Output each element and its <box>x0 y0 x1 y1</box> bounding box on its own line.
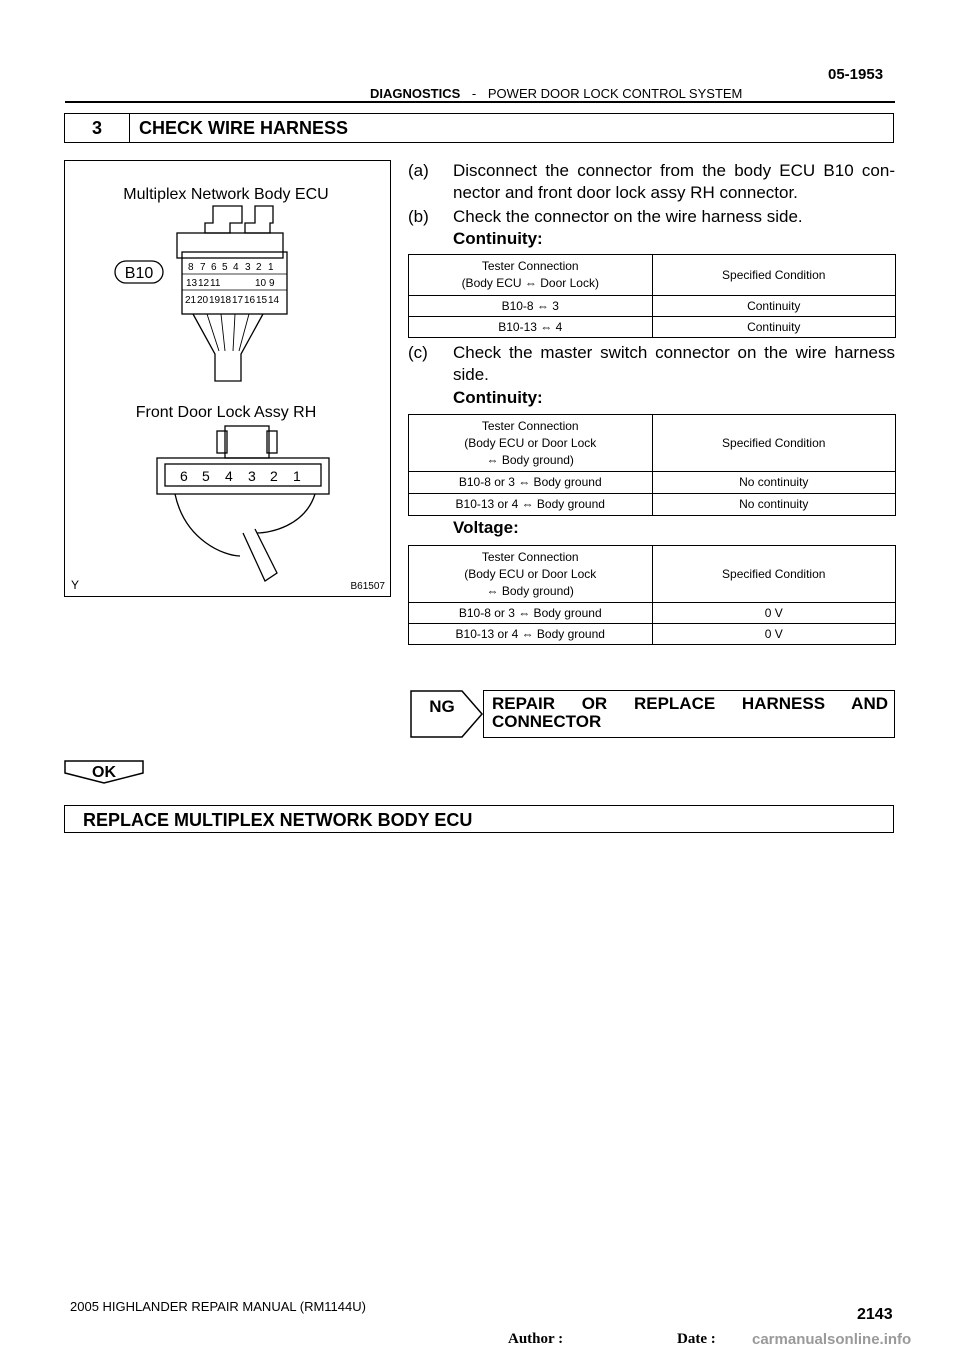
ng-arrow <box>410 690 484 743</box>
door-connector-shape <box>157 426 329 581</box>
table-cell: No continuity <box>652 472 896 494</box>
ecu-pin: 8 <box>188 262 194 273</box>
author-label: Author : <box>508 1331 564 1347</box>
table-row <box>409 603 896 624</box>
instruction-b-label: (b) <box>408 207 429 226</box>
ecu-pin: 14 <box>268 295 280 306</box>
voltage-heading: Voltage: <box>453 518 519 537</box>
continuity-table-1 <box>408 254 896 338</box>
ecu-pin: 1 <box>268 262 274 273</box>
table-cell: B10-8 ⇔ 3 <box>409 296 653 317</box>
header-dash: - <box>471 86 477 101</box>
table-cell: B10-13 ⇔ 4 <box>409 317 653 338</box>
table-header-connection <box>409 415 653 472</box>
instruction-a-text: Disconnect the connector from the body ECU B10 con- nector and front door lock assy RH connector. <box>453 161 895 202</box>
instruction-c-label: (c) <box>408 343 428 362</box>
ng-action-text: REPAIR OR REPLACE HARNESS AND CONNECTOR <box>492 694 888 731</box>
table-cell: 0 V <box>652 624 896 645</box>
table-row <box>409 624 896 645</box>
header-line: (Body ECU or Door Lock <box>464 435 597 450</box>
manual-footer: 2005 HIGHLANDER REPAIR MANUAL (RM1144U) <box>70 1299 366 1314</box>
step-title-box <box>64 113 894 143</box>
ok-tag-shape <box>64 760 144 784</box>
header-line: (Body ECU or Door Lock <box>464 566 597 581</box>
door-pin: 5 <box>202 468 210 484</box>
table-header-connection <box>409 255 653 296</box>
header-line: ⇔ Body ground) <box>486 583 574 598</box>
ecu-pin: 17 <box>232 295 244 306</box>
ecu-pin: 5 <box>222 262 228 273</box>
step-number: 3 <box>65 114 130 142</box>
ecu-pin: 4 <box>233 262 239 273</box>
header-section: DIAGNOSTICS <box>370 86 461 101</box>
connector-illustration <box>65 161 389 595</box>
voltage-table <box>408 545 896 645</box>
header-line: ⇔ Body ground) <box>486 452 574 467</box>
table-cell: 0 V <box>652 603 896 624</box>
header-rule <box>65 101 895 103</box>
table-header-row <box>409 415 896 472</box>
ng-action-box <box>483 690 895 738</box>
instruction-a-label: (a) <box>408 161 429 180</box>
door-pin: 2 <box>270 468 278 484</box>
ecu-pins-row1 <box>188 262 274 273</box>
door-pin: 3 <box>248 468 256 484</box>
header-line: Tester Connection <box>481 549 579 564</box>
ng-label: NG <box>429 697 455 716</box>
table-cell: No continuity <box>652 494 896 516</box>
connector-figure <box>64 160 391 597</box>
ecu-connector-shape <box>177 206 287 381</box>
table-header-row <box>409 255 896 296</box>
table-cell: B10-13 or 4 ⇔ Body ground <box>409 624 653 645</box>
ecu-pin: 9 <box>269 278 275 289</box>
ecu-pin: 19 <box>209 295 221 306</box>
table-header-condition: Specified Condition <box>652 546 896 603</box>
continuity-heading-1: Continuity: <box>453 229 543 248</box>
table-cell: B10-13 or 4 ⇔ Body ground <box>409 494 653 516</box>
ecu-pin: 12 <box>198 278 210 289</box>
watermark: carmanualsonline.info <box>752 1331 912 1348</box>
table-row <box>409 472 896 494</box>
corner-mark: Y <box>71 578 80 592</box>
ecu-pin: 15 <box>256 295 268 306</box>
ecu-pin: 20 <box>197 295 209 306</box>
ok-label: OK <box>92 764 116 781</box>
ecu-pin: 2 <box>256 262 262 273</box>
ecu-pin: 16 <box>244 295 256 306</box>
instruction-c-text: Check the master switch connector on the wire harness side. <box>453 343 895 384</box>
header-line: Tester Connection <box>481 418 579 433</box>
table-header-condition: Specified Condition <box>652 255 896 296</box>
ecu-pin: 21 <box>185 295 197 306</box>
header-line: (Body ECU ⇔ Door Lock) <box>461 276 599 290</box>
ecu-pin: 6 <box>211 262 217 273</box>
ecu-pin: 3 <box>245 262 251 273</box>
table-row <box>409 296 896 317</box>
door-pin: 4 <box>225 468 233 484</box>
table-cell: Continuity <box>652 317 896 338</box>
ok-tag <box>64 760 144 789</box>
table-header-condition: Specified Condition <box>652 415 896 472</box>
table-row <box>409 494 896 516</box>
table-cell: Continuity <box>652 296 896 317</box>
table-cell: B10-8 or 3 ⇔ Body ground <box>409 603 653 624</box>
table-header-row <box>409 546 896 603</box>
ecu-pins-row3 <box>185 295 280 306</box>
ecu-label: Multiplex Network Body ECU <box>123 186 329 203</box>
page-header <box>370 86 742 101</box>
continuity-heading-2: Continuity: <box>453 388 543 407</box>
ng-arrow-shape <box>410 690 484 738</box>
door-pin: 1 <box>293 468 301 484</box>
ecu-pin: 18 <box>220 295 232 306</box>
table-row <box>409 317 896 338</box>
ecu-pin: 7 <box>200 262 206 273</box>
page-number: 2143 <box>857 1306 893 1323</box>
instruction-b-text: Check the connector on the wire harness side. <box>453 207 803 226</box>
header-subsection: POWER DOOR LOCK CONTROL SYSTEM <box>487 86 743 101</box>
step-title: CHECK WIRE HARNESS <box>139 118 349 138</box>
date-label: Date : <box>677 1331 716 1347</box>
ecu-pins-row2 <box>186 278 275 289</box>
header-line: Tester Connection <box>481 259 579 273</box>
table-cell: B10-8 or 3 ⇔ Body ground <box>409 472 653 494</box>
table-header-connection <box>409 546 653 603</box>
connector-id-label: B10 <box>124 265 154 282</box>
ecu-pin: 13 <box>186 278 198 289</box>
door-pin: 6 <box>180 468 188 484</box>
continuity-table-2 <box>408 414 896 516</box>
door-pins <box>180 468 301 484</box>
door-lock-label: Front Door Lock Assy RH <box>135 404 317 421</box>
page-code: 05-1953 <box>828 66 884 83</box>
ok-action-text: REPLACE MULTIPLEX NETWORK BODY ECU <box>83 810 473 830</box>
ecu-pin: 11 <box>210 278 221 289</box>
figure-id: B61507 <box>350 581 385 592</box>
ecu-pin: 10 <box>255 278 267 289</box>
ok-action-box <box>64 805 894 833</box>
